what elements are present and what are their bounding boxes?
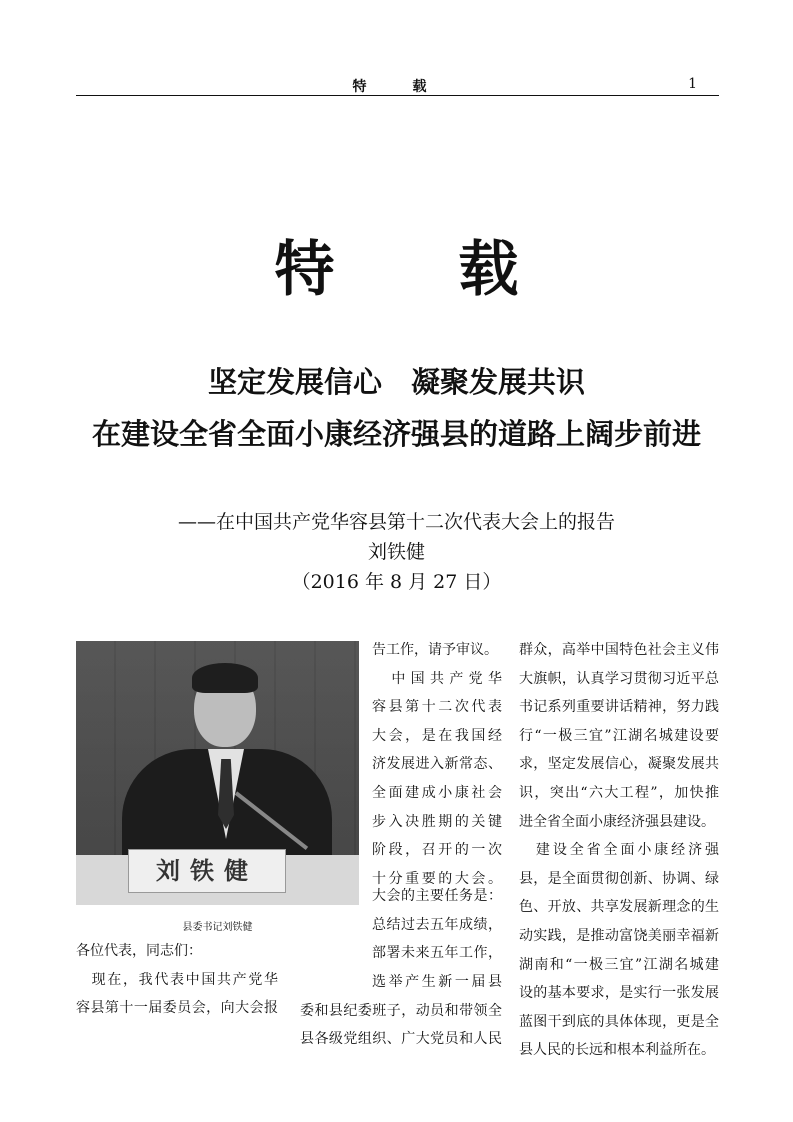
text-column-middle-top	[372, 636, 502, 893]
text-line: 选举产生新一届县	[372, 974, 502, 990]
text-line: 县人民的长远和根本利益所在。	[519, 1042, 715, 1059]
running-title: 特 载	[352, 79, 443, 95]
text-line: 识，突出“六大工程”，加快推	[519, 784, 719, 801]
text-line: 大会的主要任务是：	[372, 888, 502, 904]
text-line: 各位代表，同志们：	[76, 943, 202, 959]
photo-hair	[192, 663, 258, 693]
text-column-middle-mid	[372, 882, 502, 968]
photo-nameplate: 刘铁健	[128, 849, 286, 893]
text-line: 行“一极三宜”江湖名城建设要	[519, 727, 719, 744]
text-line: 容县第十二次代表	[372, 699, 502, 716]
article-title-line-1: 坚定发展信心 凝聚发展共识	[207, 365, 585, 399]
text-line: 建设全省全面小康经济强	[519, 842, 719, 859]
text-line: 容县第十一届委员会，向大会报	[76, 1000, 278, 1017]
text-line: 湖南和“一极三宜”江湖名城建	[519, 956, 719, 973]
text-line: 大会，是在我国经	[372, 727, 502, 744]
text-line: 委和县纪委班子，动员和带领全	[300, 1002, 502, 1019]
text-line: 总结过去五年成绩，	[372, 916, 502, 933]
text-line: 动实践，是推动富饶美丽幸福新	[519, 927, 719, 944]
article-subtitle: ——在中国共产党华容县第十二次代表大会上的报告	[177, 511, 615, 533]
text-line: 县各级党组织、广大党员和人民	[300, 1031, 502, 1048]
text-line: 大旗帜，认真学习贯彻习近平总	[519, 670, 719, 687]
text-line: 县，是全面贯彻创新、协调、绿	[519, 870, 719, 887]
text-line: 书记系列重要讲话精神，努力践	[519, 699, 719, 716]
text-line: 群众，高举中国特色社会主义伟	[519, 642, 719, 658]
article-title-line-2: 在建设全省全面小康经济强县的道路上阔步前进	[91, 417, 701, 451]
photo-caption: 县委书记刘铁健	[182, 922, 253, 933]
running-header	[76, 76, 719, 96]
text-line: 蓝图干到底的具体体现，更是全	[519, 1013, 719, 1030]
article-date: （2016 年 8 月 27 日）	[291, 571, 502, 593]
text-line: 济发展进入新常态、	[372, 756, 502, 773]
text-line: 十分重要的大会。	[372, 870, 502, 887]
text-line: 现在，我代表中国共产党华	[76, 971, 278, 988]
text-line: 中国共产党华	[372, 670, 502, 687]
text-line: 部署未来五年工作，	[372, 945, 502, 962]
section-title: 特载	[274, 235, 643, 305]
text-line: 告工作，请予审议。	[372, 642, 498, 658]
text-line: 求，坚定发展信心，凝聚发展共	[519, 756, 719, 773]
text-line: 设的基本要求，是实行一张发展	[519, 985, 719, 1002]
text-line: 步入决胜期的关键	[372, 813, 502, 830]
article-author: 刘铁健	[367, 541, 425, 563]
text-column-middle-bottom	[300, 968, 502, 1054]
text-column-left	[76, 937, 278, 1023]
text-line: 全面建成小康社会	[372, 784, 502, 801]
text-line: 进全省全面小康经济强县建设。	[519, 813, 715, 830]
header-rule	[76, 95, 719, 96]
text-column-right	[519, 636, 719, 1065]
text-line: 色、开放、共享发展新理念的生	[519, 899, 719, 916]
page-number: 1	[688, 76, 697, 92]
text-line: 阶段，召开的一次	[372, 842, 502, 859]
speaker-photo	[76, 641, 359, 905]
